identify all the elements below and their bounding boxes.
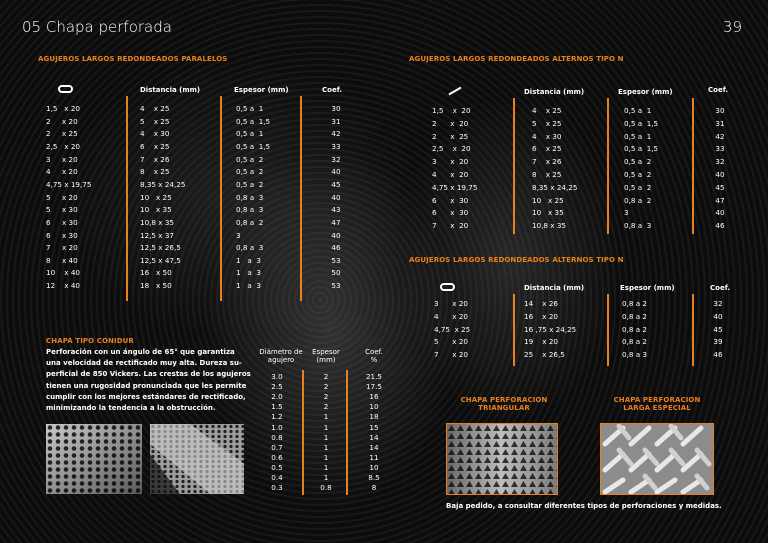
table-cell: 4 x 30 xyxy=(140,129,170,139)
conidur-col-espesor-line2: (mm) xyxy=(316,356,336,364)
table-cell: 0,8 a 2 xyxy=(622,337,647,347)
table-cell: 8,35 x 24,25 xyxy=(532,182,578,192)
conidur-text-line: minimizando la tendencia a la obstrucción. xyxy=(46,404,216,413)
table-cell: 5 x 25 xyxy=(140,116,170,126)
table-cell: 2 x 20 xyxy=(46,116,78,126)
table3-divider-3 xyxy=(692,294,694,366)
table-cell: 45 xyxy=(713,324,723,334)
table-cell: 3.0 xyxy=(271,372,283,381)
table-cell: 19 x 20 xyxy=(524,337,558,347)
conidur-description xyxy=(46,347,256,414)
table-cell: 1.0 xyxy=(271,422,283,432)
table-cell: 47 xyxy=(331,217,341,227)
table-cell: 4,75 x 25 xyxy=(434,324,471,334)
table-cell: 4 x 20 xyxy=(432,170,469,179)
table-cell: 1 xyxy=(323,432,329,442)
table-cell: 10 xyxy=(369,462,379,472)
table-cell: 0,8 a 3 xyxy=(236,205,264,215)
table-cell: 1,5 x 20 xyxy=(432,106,471,115)
table-cell: 0.5 xyxy=(271,462,283,472)
table-cell: 0,5 a 2 xyxy=(236,179,264,189)
table2-divider-3 xyxy=(692,98,694,234)
conidur-title: CHAPA TIPO CONIDUR xyxy=(46,337,134,345)
table-cell: 12,5 x 37 xyxy=(140,230,174,240)
table-cell: 4 x 25 xyxy=(140,104,170,113)
table-cell: 0,5 a 1 xyxy=(624,106,652,115)
table-cell: 2.0 xyxy=(271,392,283,402)
photo-especial-caption-line2: LARGA ESPECIAL xyxy=(623,404,691,412)
table-cell: 6 x 25 xyxy=(140,141,170,151)
table-cell: 39 xyxy=(713,337,723,347)
table-cell: 0,5 a 1,5 xyxy=(236,141,271,151)
table-cell: 40 xyxy=(715,170,725,179)
table-cell: 7 x 26 xyxy=(532,157,562,167)
table-cell: 0.6 xyxy=(271,452,283,462)
photo-especial-caption xyxy=(600,396,714,412)
photo-triangular-caption-line1: CHAPA PERFORACION xyxy=(460,396,548,404)
table-cell: 0,5 a 2 xyxy=(236,154,264,164)
conidur-photo-1 xyxy=(46,424,142,494)
table-cell: 0,8 a 2 xyxy=(622,311,647,321)
table-cell: 40 xyxy=(715,208,725,218)
table-cell: 0.4 xyxy=(271,473,283,482)
photo-especial-caption-line1: CHAPA PERFORACION xyxy=(613,396,701,404)
table-cell: 33 xyxy=(331,141,341,151)
conidur-text-line: cumplir con los mejores estándares de rectificado, xyxy=(46,392,246,401)
table1-col-espesor: Espesor (mm) xyxy=(234,86,289,94)
photo-especial xyxy=(600,423,714,495)
table-cell: 0,5 a 1,5 xyxy=(236,116,271,126)
table-cell: 2,5 x 20 xyxy=(432,144,471,154)
table1-title: AGUJEROS LARGOS REDONDEADOS PARALELOS xyxy=(38,55,228,63)
table-cell: 32 xyxy=(713,299,723,308)
table-cell: 4 x 25 xyxy=(532,106,562,115)
table1-divider-1 xyxy=(126,96,128,301)
table-cell: 12 x 40 xyxy=(46,281,80,291)
table-cell: 1 xyxy=(323,442,329,452)
table1-col-coef: Coef. xyxy=(322,86,343,94)
table-cell: 18 xyxy=(369,412,379,422)
table-cell: 10 xyxy=(369,402,379,412)
table-cell: 4 x 20 xyxy=(46,167,78,177)
table-cell: 11 xyxy=(369,452,379,462)
table-cell: 45 xyxy=(715,182,725,192)
table-cell: 0,5 a 1 xyxy=(624,131,652,141)
table-cell: 14 xyxy=(369,442,379,452)
table-cell: 3 x 20 xyxy=(434,299,468,308)
table-cell: 4,75 x 19,75 xyxy=(46,179,92,189)
table-cell: 40 xyxy=(713,311,723,321)
table-cell: 16 xyxy=(369,392,379,402)
table-cell: 8,35 x 24,25 xyxy=(140,179,186,189)
table-cell: 2 x 25 xyxy=(46,129,78,139)
table-cell: 6 x 30 xyxy=(46,230,78,240)
table-cell: 3 xyxy=(624,208,629,218)
table-cell: 2 xyxy=(323,372,329,381)
table-cell: 0,8 a 3 xyxy=(236,192,264,202)
table-cell: 2.5 xyxy=(271,382,283,392)
table-cell: 10,8 x 35 xyxy=(532,221,566,231)
table-cell: 14 xyxy=(369,432,379,442)
table-cell: 53 xyxy=(331,281,341,291)
table-cell: 15 xyxy=(369,422,379,432)
table3-col-distancia: Distancia (mm) xyxy=(524,284,585,292)
table-cell: 0,5 a 2 xyxy=(624,182,652,192)
table-cell: 2 xyxy=(323,402,329,412)
table1-divider-3 xyxy=(300,96,302,301)
conidur-col-coef-line2: % xyxy=(370,356,378,364)
table-cell: 5 x 25 xyxy=(532,118,562,128)
table-cell: 3 x 20 xyxy=(46,154,78,164)
table-cell: 6 x 30 xyxy=(432,195,469,205)
slanted-line-icon xyxy=(448,87,460,95)
table-cell: 1 a 3 xyxy=(236,268,261,278)
table3-title: AGUJEROS LARGOS REDONDEADOS ALTERNOS TIPO N xyxy=(409,256,624,264)
table-cell: 0,8 a 3 xyxy=(622,350,647,360)
table-cell: 0,8 a 2 xyxy=(622,299,647,308)
table-cell: 3 xyxy=(236,230,241,240)
table-cell: 5 x 20 xyxy=(46,192,78,202)
table-cell: 0.7 xyxy=(271,442,283,452)
table-cell: 1.5 xyxy=(271,402,283,412)
table-cell: 7 x 20 xyxy=(434,350,468,360)
photo-triangular-caption xyxy=(448,396,560,412)
table-cell: 6 x 25 xyxy=(532,144,562,154)
table-cell: 53 xyxy=(331,255,341,265)
table2-col-coef: Coef. xyxy=(708,86,729,94)
conidur-col-diametro-line2: agujero xyxy=(267,356,295,364)
table2-col-espesor: Espesor (mm) xyxy=(618,88,673,96)
table-cell: 40 xyxy=(331,192,341,202)
table-cell: 1,5 x 20 xyxy=(46,104,80,113)
table-cell: 32 xyxy=(715,157,725,167)
conidur-col-diametro xyxy=(256,348,306,364)
conidur-text-line: tienen una rugosidad pronunciada que les permite xyxy=(46,381,247,390)
page-number: 39 xyxy=(722,18,742,36)
table-cell: 46 xyxy=(331,243,341,253)
conidur-col-coef xyxy=(356,348,392,364)
table1-divider-2 xyxy=(220,96,222,301)
table-cell: 43 xyxy=(331,205,341,215)
table-cell: 1 a 3 xyxy=(236,255,261,265)
table-cell: 0,5 a 2 xyxy=(236,167,264,177)
table-cell: 46 xyxy=(713,350,723,360)
table-cell: 2 xyxy=(323,392,329,402)
table-cell: 0.8 xyxy=(271,432,283,442)
table-cell: 0,5 a 1 xyxy=(236,129,264,139)
table-cell: 4,75 x 19,75 xyxy=(432,182,478,192)
table-cell: 8 xyxy=(371,483,377,493)
table-cell: 5 x 30 xyxy=(46,205,78,215)
table-cell: 16 ,75 x 24,25 xyxy=(524,324,577,334)
table-cell: 0,5 a 2 xyxy=(624,157,652,167)
conidur-col-diametro-line1: Diámetro de xyxy=(259,348,303,356)
table-cell: 5 x 20 xyxy=(434,337,468,347)
table2-divider-1 xyxy=(513,98,515,234)
table-cell: 0,8 a 3 xyxy=(236,243,264,253)
table-cell: 2,5 x 20 xyxy=(46,141,80,151)
page-title: 05 Chapa perforada xyxy=(22,18,172,36)
table-cell: 12,5 x 47,5 xyxy=(140,255,181,265)
table-cell: 12,5 x 26,5 xyxy=(140,243,181,253)
table-cell: 0,8 a 3 xyxy=(624,221,652,231)
table-cell: 31 xyxy=(331,116,341,126)
table-cell: 33 xyxy=(715,144,725,154)
table-cell: 16 x 50 xyxy=(140,268,172,278)
table-cell: 40 xyxy=(331,230,341,240)
table-cell: 2 x 20 xyxy=(432,118,469,128)
table-cell: 45 xyxy=(331,179,341,189)
table-cell: 1 xyxy=(323,412,329,422)
table3-col-espesor: Espesor (mm) xyxy=(620,284,675,292)
table2-col-distancia: Distancia (mm) xyxy=(524,88,585,96)
table-cell: 8.5 xyxy=(368,473,380,482)
table-cell: 0,8 a 2 xyxy=(622,324,647,334)
rounded-slot-icon xyxy=(440,283,455,291)
photo-triangular-caption-line2: TRIANGULAR xyxy=(478,404,530,412)
table-cell: 42 xyxy=(331,129,341,139)
table-cell: 6 x 30 xyxy=(46,217,78,227)
table-cell: 10,8 x 35 xyxy=(140,217,174,227)
table3-divider-1 xyxy=(513,294,515,366)
table-cell: 0.8 xyxy=(320,483,332,493)
table-cell: 0,8 a 2 xyxy=(624,195,652,205)
table-cell: 25 x 26,5 xyxy=(524,350,565,360)
table-cell: 30 xyxy=(715,106,725,115)
table-cell: 2 x 25 xyxy=(432,131,469,141)
table-cell: 4 x 20 xyxy=(434,311,468,321)
table-cell: 8 x 25 xyxy=(140,167,170,177)
table-cell: 0,5 a 1,5 xyxy=(624,118,659,128)
conidur-text-line: Perforación con un ángulo de 65° que garantiza xyxy=(46,348,235,356)
table-cell: 7 x 20 xyxy=(432,221,469,231)
table2-divider-2 xyxy=(607,98,609,234)
conidur-col-espesor xyxy=(306,348,346,364)
table-cell: 0,8 a 2 xyxy=(236,217,264,227)
table-cell: 10 x 35 xyxy=(140,205,172,215)
table-cell: 10 x 40 xyxy=(46,268,80,278)
table3-divider-2 xyxy=(607,294,609,366)
table-cell: 1 xyxy=(323,422,329,432)
rounded-slot-icon xyxy=(58,85,73,93)
table-cell: 32 xyxy=(331,154,341,164)
table-cell: 6 x 30 xyxy=(432,208,469,218)
table-cell: 42 xyxy=(715,131,725,141)
table3-col-coef: Coef. xyxy=(710,284,731,292)
table-cell: 10 x 35 xyxy=(532,208,564,218)
table-cell: 8 x 40 xyxy=(46,255,78,265)
table-cell: 1 xyxy=(323,452,329,462)
table-cell: 14 x 26 xyxy=(524,299,558,308)
table1-col-distancia: Distancia (mm) xyxy=(140,86,201,94)
table-cell: 30 xyxy=(331,104,341,113)
table-cell: 0,5 a 1 xyxy=(236,104,264,113)
table-cell: 40 xyxy=(331,167,341,177)
table-cell: 18 x 50 xyxy=(140,281,172,291)
conidur-text-line: una velocidad de rectificado muy alta. Dureza su- xyxy=(46,359,242,368)
table-cell: 0,5 a 1,5 xyxy=(624,144,659,154)
table-cell: 1 xyxy=(323,462,329,472)
table-cell: 4 x 30 xyxy=(532,131,562,141)
footer-note: Baja pedido, a consultar diferentes tipos de perforaciones y medidas. xyxy=(446,502,722,510)
table-cell: 7 x 20 xyxy=(46,243,78,253)
table-cell: 46 xyxy=(715,221,725,231)
conidur-divider-2 xyxy=(346,370,348,495)
table-cell: 47 xyxy=(715,195,725,205)
conidur-text-line: perficial de 850 Vickers. Las crestas de los agujeros xyxy=(46,370,251,379)
table-cell: 8 x 25 xyxy=(532,170,562,179)
table-cell: 0,5 a 2 xyxy=(624,170,652,179)
conidur-photo-2 xyxy=(150,424,244,494)
conidur-col-coef-line1: Coef. xyxy=(365,348,383,356)
conidur-divider-1 xyxy=(302,370,304,495)
photo-triangular xyxy=(446,423,558,495)
table-cell: 3 x 20 xyxy=(432,157,469,167)
table-cell: 0.3 xyxy=(271,483,283,493)
table-cell: 10 x 25 xyxy=(532,195,564,205)
table-cell: 50 xyxy=(331,268,341,278)
table-cell: 7 x 26 xyxy=(140,154,170,164)
table-cell: 1 xyxy=(323,473,329,482)
table2-title: AGUJEROS LARGOS REDONDEADOS ALTERNOS TIPO N xyxy=(409,55,624,63)
table-cell: 1.2 xyxy=(271,412,283,422)
table-cell: 10 x 25 xyxy=(140,192,172,202)
table-cell: 2 xyxy=(323,382,329,392)
conidur-col-espesor-line1: Espesor xyxy=(312,348,340,356)
table-cell: 31 xyxy=(715,118,725,128)
table-cell: 1 a 3 xyxy=(236,281,261,291)
table-cell: 16 x 20 xyxy=(524,311,558,321)
table-cell: 17.5 xyxy=(365,382,382,392)
table-cell: 21.5 xyxy=(365,372,382,381)
